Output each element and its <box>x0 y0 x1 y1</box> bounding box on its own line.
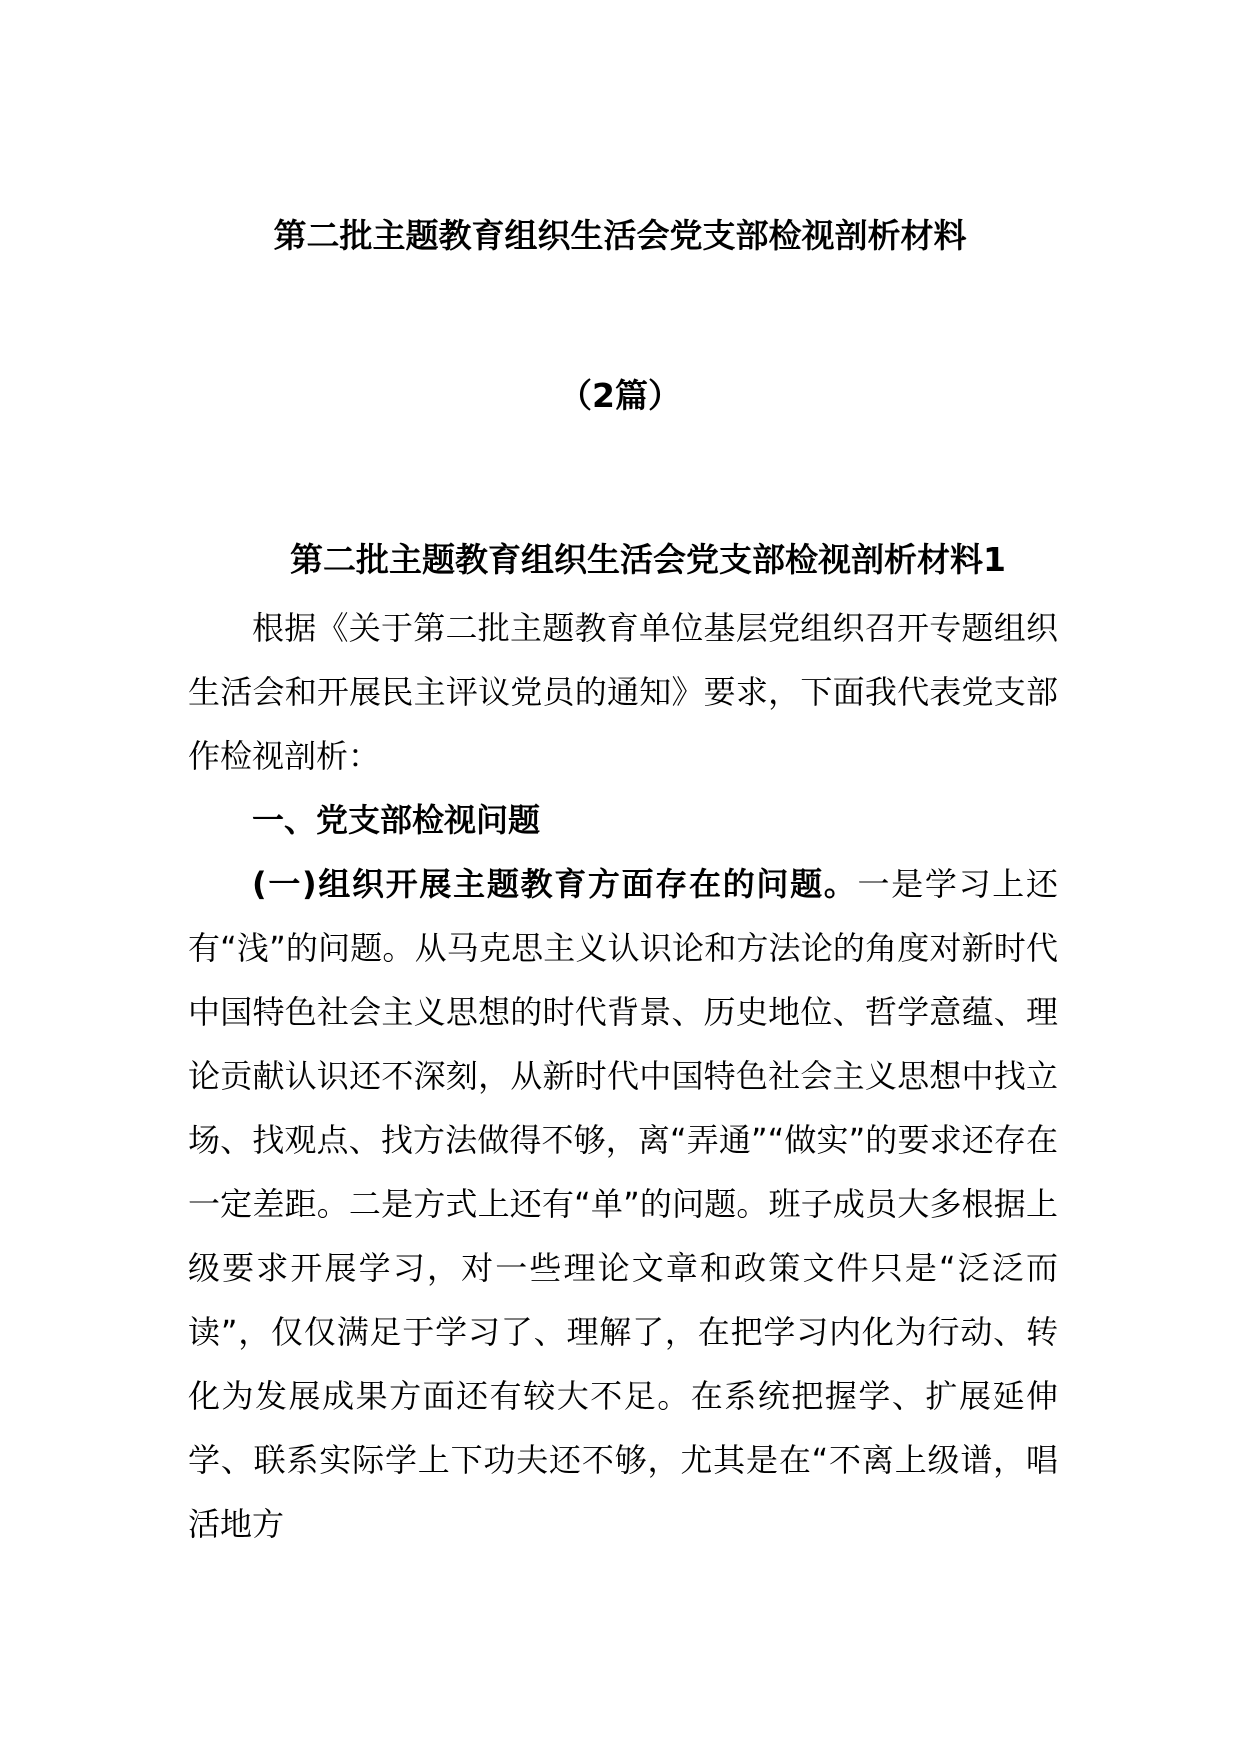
subsection-heading: (一)组织开展主题教育方面存在的问题。 <box>252 865 858 903</box>
section-heading: 一、党支部检视问题 <box>252 801 541 839</box>
subsection-body: 一是学习上还有“浅”的问题。从马克思主义认识论和方法论的角度对新时代中国特色社会主义思想的时代背景、历史地位、哲学意蕴、理论贡献认识还不深刻，从新时代中国特色社会主义思想中找立场、找观点、找方法做得不够，离“弄通”“做实”的要求还存在一定差距。二是方式上还有“单”的问题。班子成员大多根据上级要求开展学习，对一些理论文章和政策文件只是“泛泛而读”，仅仅满足于学习了、理解了，在把学习内化为行动、转化为发展成果方面还有较大不足。在系统把握学、扩展延伸学、联系实际学上下功夫还不够，尤其是在“不离上级谱，唱活地方 <box>188 865 1058 1543</box>
subsection-paragraph <box>188 852 1058 1556</box>
article-title: 第二批主题教育组织生活会党支部检视剖析材料1 <box>290 540 1006 579</box>
intro-paragraph <box>188 596 1058 788</box>
subsection-text <box>188 852 1058 1556</box>
intro-text: 根据《关于第二批主题教育单位基层党组织召开专题组织生活会和开展民主评议党员的通知》要求，下面我代表党支部作检视剖析： <box>188 609 1058 775</box>
document-title: 第二批主题教育组织生活会党支部检视剖析材料 <box>273 216 967 255</box>
document-count: （2篇） <box>559 376 681 415</box>
